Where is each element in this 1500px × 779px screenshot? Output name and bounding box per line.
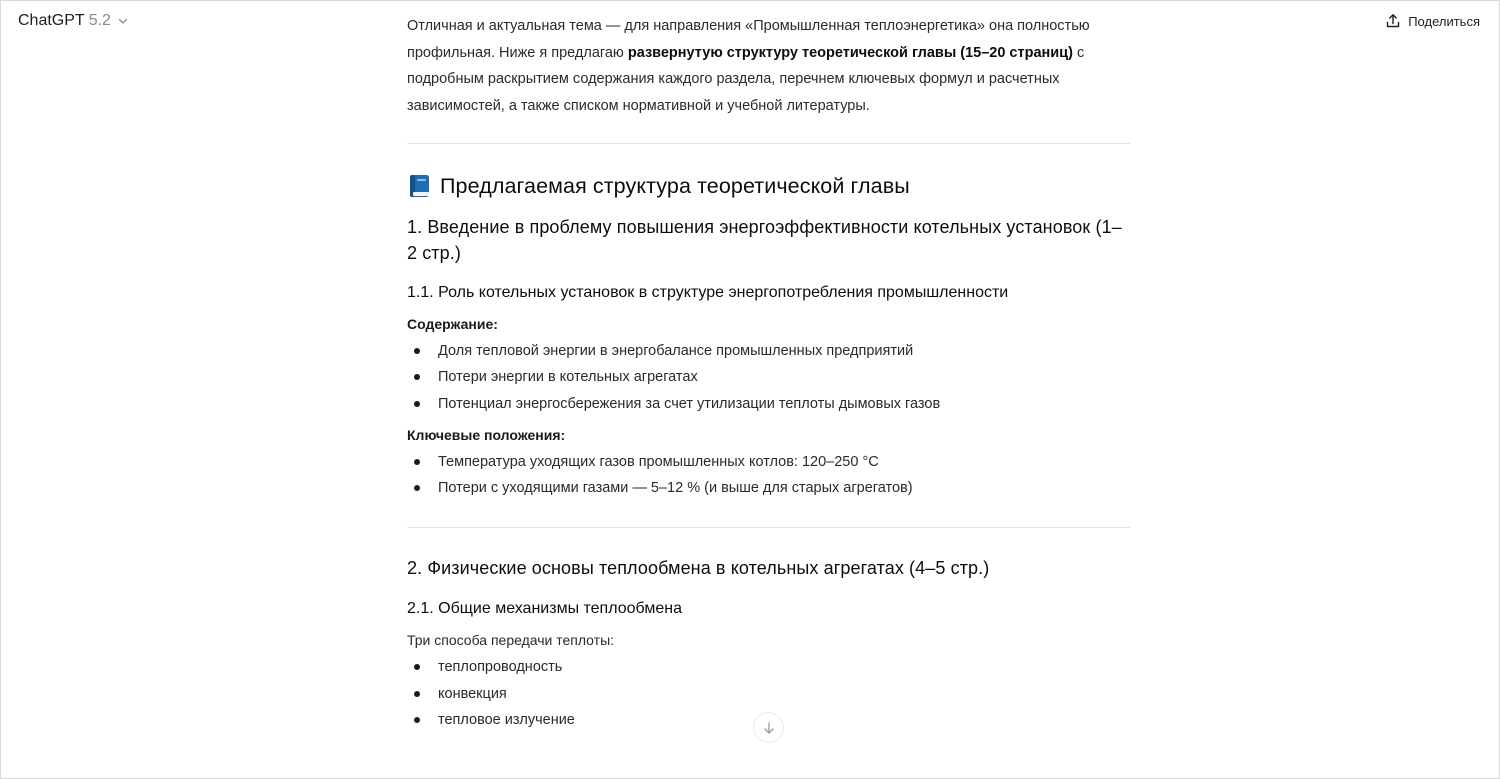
list-item: Потенциал энергосбережения за счет утилизации теплоты дымовых газов [407, 391, 1130, 417]
section2-title: 2. Физические основы теплообмена в котельных агрегатах (4–5 стр.) [407, 558, 990, 579]
assistant-message [407, 13, 1130, 733]
list-item: Потери с уходящими газами — 5–12 % (и выше для старых агрегатов) [407, 475, 1130, 501]
chevron-down-icon [117, 15, 129, 27]
intro-bold: развернутую структуру теоретической главы (15–20 страниц) [627, 44, 1073, 61]
structure-heading [407, 173, 1130, 199]
app-name: ChatGPT [18, 12, 85, 29]
key-points-list [407, 449, 1130, 502]
list-item: теплопроводность [407, 654, 1130, 680]
scroll-down-button[interactable] [753, 712, 784, 743]
content-label: Содержание: [407, 316, 498, 332]
model-version: 5.2 [88, 12, 111, 29]
section1-title: 1. Введение в проблему повышения энергоэффективности котельных установок (1–2 стр.) [407, 217, 1122, 263]
section1-sub1-title: 1.1. Роль котельных установок в структуре энергопотребления промышленности [407, 284, 1009, 301]
methods-label: Три способа передачи теплоты: [407, 632, 615, 649]
book-icon [407, 173, 432, 199]
content-list [407, 338, 1130, 417]
structure-title: Предлагаемая структура теоретической главы [440, 173, 910, 198]
share-label: Поделиться [1408, 13, 1480, 29]
divider [407, 143, 1130, 144]
arrow-down-icon [762, 721, 776, 735]
section2-sub1-title: 2.1. Общие механизмы теплообмена [407, 600, 682, 618]
intro-paragraph: Отличная и актуальная тема — для направления «Промышленная теплоэнергетика» она полностью профильная. Ниже я предлагаю развернутую структуру теоретической главы (15–20 страниц) с подробным раскрытием содержания каждого раздела, перечнем ключевых формул и расчетных зависимостей, а также списком нормативной и учебной литературы. [407, 18, 1090, 114]
share-icon [1385, 13, 1401, 29]
list-item: конвекция [407, 681, 1130, 707]
key-points-label: Ключевые положения: [407, 426, 566, 443]
model-selector[interactable] [18, 12, 129, 30]
divider [407, 527, 1130, 528]
list-item: Доля тепловой энергии в энергобалансе промышленных предприятий [407, 338, 1130, 364]
list-item: Потери энергии в котельных агрегатах [407, 364, 1130, 390]
list-item: Температура уходящих газов промышленных котлов: 120–250 °C [407, 449, 1130, 475]
list-item: тепловое излучение [407, 707, 1130, 733]
share-button[interactable] [1385, 13, 1480, 29]
